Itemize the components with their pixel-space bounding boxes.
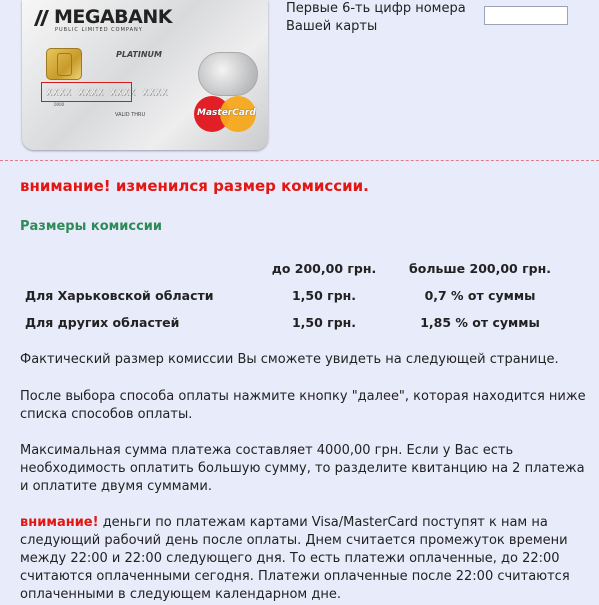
mastercard-logo-icon <box>194 96 256 132</box>
warning-label: внимание! <box>20 515 99 530</box>
card-prefix-label <box>286 0 466 36</box>
table-cell: Для других областей <box>25 315 180 330</box>
fees-table-header-row <box>20 255 575 282</box>
card-tier: PLATINUM <box>116 50 162 59</box>
attention-heading: внимание! изменился размер комиссии. <box>20 177 369 195</box>
card-prefix-input[interactable] <box>484 6 568 25</box>
card-number-mask: XXXX XXXX XXXX XXXX <box>46 88 168 98</box>
mastercard-logo-text: MasterCard <box>197 108 256 118</box>
card-bank-tagline: PUBLIC LIMITED COMPANY <box>55 27 143 33</box>
table-row <box>20 309 575 336</box>
processing-time-text: деньги по платежам картами Visa/MasterCard поступят к нам на следующий рабочий день после оплаты. Днем считается промежуток времени между 22:00 и 22:00 следующего дня. То есть платежи оплаченные, до 22:00 считаются оплаченными сегодня. Платежи оплаченные после 22:00 считаются оплаченными в следующем календарном дне. <box>20 515 570 602</box>
fees-header-region <box>20 255 263 282</box>
card-bank-name: MEGABANK <box>54 6 172 28</box>
info-paragraph-max-amount: Максимальная сумма платежа составляет 4000,00 грн. Если у Вас есть необходимость оплатить большую сумму, то разделите квитанцию на 2 платежа и оплатите двумя суммами. <box>20 443 585 494</box>
info-paragraph-processing-time <box>20 514 590 604</box>
fees-header-under-200: до 200,00 грн. <box>271 261 377 276</box>
bank-logo-icon <box>34 10 50 26</box>
info-paragraph-next-button: После выбора способа оплаты нажмите кнопку "далее", которая находится ниже списка способов оплаты. <box>20 389 586 422</box>
card-valid-label: VALID THRU <box>115 112 146 118</box>
table-cell: 0,7 % от суммы <box>424 288 536 303</box>
info-paragraph-commission: Фактический размер комиссии Вы сможете увидеть на следующей странице. <box>20 352 559 367</box>
hologram-icon <box>198 52 258 96</box>
table-row <box>20 282 575 309</box>
section-divider <box>0 160 599 161</box>
table-cell: 1,50 грн. <box>291 315 357 330</box>
table-cell: Для Харьковской области <box>25 288 214 303</box>
chip-icon <box>46 48 82 80</box>
table-cell: 1,85 % от суммы <box>420 315 540 330</box>
fees-header-over-200: больше 200,00 грн. <box>409 261 551 276</box>
fees-heading: Размеры комиссии <box>20 219 163 234</box>
first-digits-highlight <box>41 82 132 102</box>
fees-table <box>20 255 575 336</box>
card-prefix-label-line1: Первые 6-ть цифр номера <box>286 1 466 16</box>
table-cell: 1,50 грн. <box>291 288 357 303</box>
card-prefix-label-line2: Вашей карты <box>286 19 378 34</box>
card-number-small: 0000 <box>54 102 65 107</box>
card-image <box>22 0 268 150</box>
